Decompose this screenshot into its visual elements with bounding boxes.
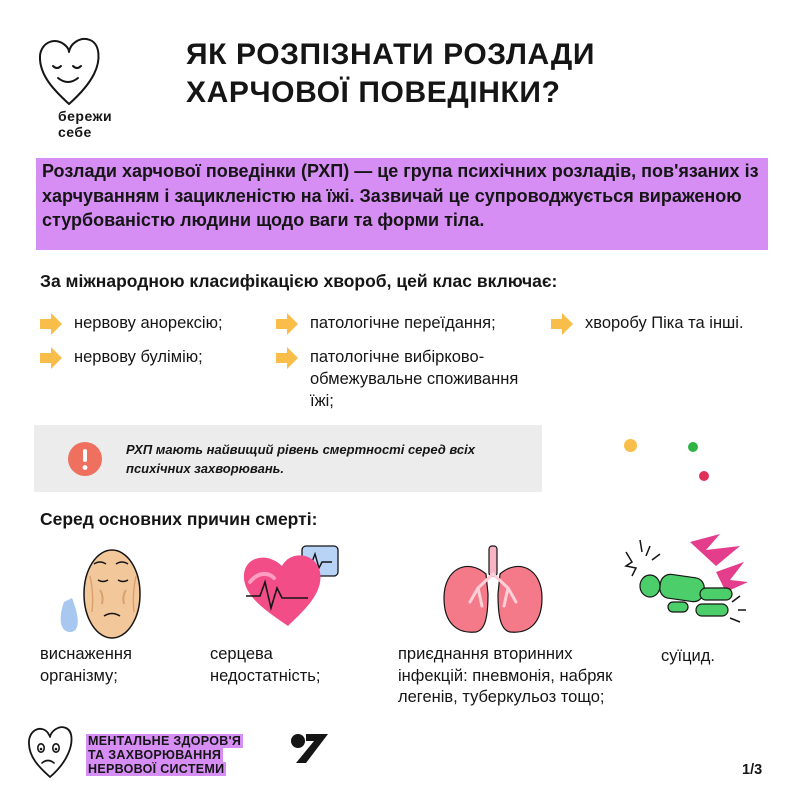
arrow-right-icon [274, 345, 300, 371]
cause-label: приєднання вторинних інфекцій: пневмонія, набряк легенів, туберкульоз тощо; [398, 645, 613, 706]
warning-box [34, 425, 542, 492]
brand-name [58, 108, 112, 140]
heart-logo-icon [36, 34, 102, 106]
icd-list-item [274, 346, 544, 412]
lungs-icon [438, 544, 548, 638]
cause-label: виснаження організму; [40, 645, 132, 685]
warning-text: РХП мають найвищий рівень смертності серед всіх психічних захворювань. [126, 442, 475, 476]
icd-item-label: патологічне вибірково-обмежувальне споживання їжі; [310, 348, 519, 410]
exclamation-icon [68, 442, 102, 476]
arrow-right-icon [274, 311, 300, 337]
page-title: ЯК РОЗПІЗНАТИ РОЗЛАДИ ХАРЧОВОЇ ПОВЕДІНКИ? [186, 38, 596, 109]
brand-line-2: себе [58, 124, 92, 140]
heart-ecg-icon [238, 542, 356, 628]
intro-text: Розлади харчової поведінки (РХП) — це група психічних розладів, пов'язаних із харчуванням і зацикленістю на їжі. Зазвичай це супроводжується вираженою стурбованістю людини щодо ваги та форми тіла. [42, 161, 759, 230]
category-tag-line: НЕРВОВОЇ СИСТЕМИ [88, 762, 225, 776]
icd-heading: За міжнародною класифікацією хвороб, цей клас включає: [40, 271, 558, 291]
brand-line-1: бережи [58, 108, 113, 124]
icd-list-item [38, 346, 203, 371]
decor-dot-red [699, 471, 709, 481]
sad-heart-logo-icon [26, 723, 74, 779]
brand-mark-icon [290, 732, 328, 764]
icd-list-item [274, 312, 496, 337]
causes-heading: Серед основних причин смерті: [40, 509, 318, 529]
decor-dot-green [688, 442, 698, 452]
arrow-right-icon [38, 345, 64, 371]
icd-list-item [38, 312, 223, 337]
icd-item-label: патологічне переїдання; [310, 314, 496, 332]
cause-label: суїцид. [661, 647, 715, 665]
exhausted-face-icon [50, 540, 155, 640]
fallen-person-icon [620, 532, 752, 632]
arrow-right-icon [38, 311, 64, 337]
category-tag-line: ТА ЗАХВОРЮВАННЯ [88, 748, 222, 762]
category-tag-line: МЕНТАЛЬНЕ ЗДОРОВ'Я [88, 734, 242, 748]
cause-label: серцева недостатність; [210, 645, 321, 685]
category-tag [86, 734, 256, 776]
page-number: 1/3 [742, 762, 763, 778]
intro-highlight [36, 158, 768, 250]
icd-item-label: нервову анорексію; [74, 314, 223, 332]
icd-item-label: хворобу Піка та інші. [585, 314, 744, 332]
arrow-right-icon [549, 311, 575, 337]
decor-dot-yellow [624, 439, 637, 452]
icd-item-label: нервову булімію; [74, 348, 203, 366]
icd-list-item [549, 312, 744, 337]
